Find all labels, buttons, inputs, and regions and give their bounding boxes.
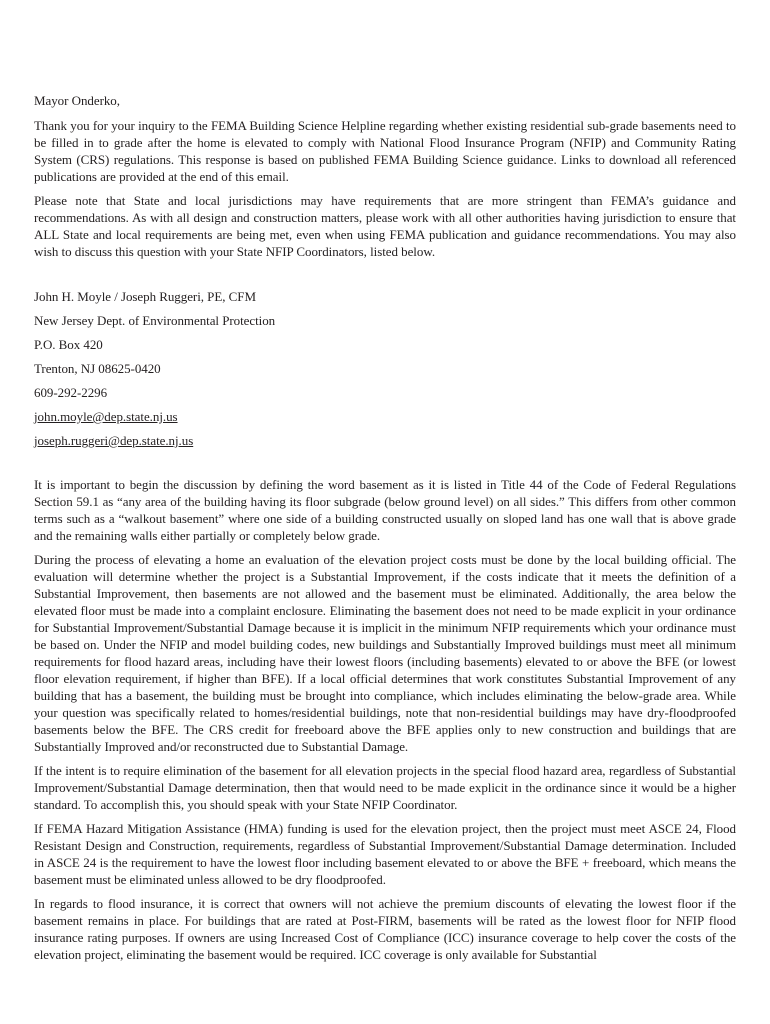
body-paragraph: It is important to begin the discussion by defining the word basement as it is listed in Title 44 of the Code of Federal Regulations Section 59.1 as “any area of the building having its floor subgrade (below ground level) on all sides.” This differs from other common terms such as a “walkout basement” where one side of a building constructed usually on sloped land has one wall that is above grade and the remaining walls either partially or completely below grade. xyxy=(34,477,736,543)
contact-email-link[interactable]: john.moyle@dep.state.nj.us xyxy=(34,409,178,424)
contact-names: John H. Moyle / Joseph Ruggeri, PE, CFM xyxy=(34,289,256,304)
body-paragraph: During the process of elevating a home an evaluation of the elevation project costs must be done by the local building official. The evaluation will determine whether the project is a Substantial Improvement, if the costs indicate that it meets the definition of a Substantial Improvement, then basements are not allowed and the basement must be eliminated. Additionally, the area below the elevated floor must be made into a complaint enclosure. Eliminating the basement does not need to be made explicit in your ordinance for Substantial Improvement/Substantial Damage because it is implicit in the minimum NFIP requirements which your ordinance must be based on. Under the NFIP and model building codes, new buildings and Substantially Improved buildings must meet all minimum requirements for flood hazard areas, including have their lowest floors (including basements) elevated to or above the BFE (or lowest floor elevation requirement, if higher than BFE). If a local official determines that work constitutes Substantial Improvement of any building that has a basement, the building must be brought into compliance, which includes eliminating the below-grade area. While your question was specifically related to homes/residential buildings, note that non-residential buildings may have dry-floodproofed basements below the BFE. The CRS credit for freeboard above the BFE applies only to new construction and buildings that are Substantially Improved and/or reconstructed due to Substantial Damage. xyxy=(34,552,736,754)
contact-email-link[interactable]: joseph.ruggeri@dep.state.nj.us xyxy=(34,433,194,448)
contact-organization: New Jersey Dept. of Environmental Protection xyxy=(34,313,276,328)
body-paragraph: If the intent is to require elimination of the basement for all elevation projects in the special flood hazard area, regardless of Substantial Improvement/Substantial Damage determination, then that would need to be made explicit in the ordinance since it would be a higher standard. To accomplish this, you should speak with your State NFIP Coordinator. xyxy=(34,763,736,812)
body-paragraph: In regards to flood insurance, it is correct that owners will not achieve the premium discounts of elevating the lowest floor if the basement remains in place. For buildings that are rated at Post-FIRM, basements will be rated as the lowest floor for NFIP flood insurance rating purposes. If owners are using Increased Cost of Compliance (ICC) insurance coverage to help cover the costs of the elevation project, eliminating the basement would be required. ICC coverage is only available for Substantial xyxy=(34,896,736,962)
contact-city-state-zip: Trenton, NJ 08625-0420 xyxy=(34,361,161,376)
contact-po-box: P.O. Box 420 xyxy=(34,337,103,352)
contact-phone: 609-292-2296 xyxy=(34,385,108,400)
salutation: Mayor Onderko, xyxy=(34,93,120,108)
email-document xyxy=(34,92,736,970)
intro-paragraph: Please note that State and local jurisdictions may have requirements that are more stringent than FEMA’s guidance and recommendations. As with all design and construction matters, please work with all other authorities having jurisdiction to ensure that ALL State and local requirements are being met, even when using FEMA publication and guidance recommendations. You may also wish to discuss this question with your State NFIP Coordinators, listed below. xyxy=(34,193,736,259)
body-paragraph: If FEMA Hazard Mitigation Assistance (HMA) funding is used for the elevation project, then the project must meet ASCE 24, Flood Resistant Design and Construction, requirements, regardless of Substantial Improvement/Substantial Damage determination. Included in ASCE 24 is the requirement to have the lowest floor including basement elevated to or above the BFE + freeboard, which means the basement must be eliminated unless allowed to be dry floodproofed. xyxy=(34,821,736,887)
contact-block xyxy=(34,288,736,449)
intro-paragraph: Thank you for your inquiry to the FEMA Building Science Helpline regarding whether existing residential sub-grade basements need to be filled in to grade after the home is elevated to comply with National Flood Insurance Program (NFIP) and Community Rating System (CRS) regulations. This response is based on published FEMA Building Science guidance. Links to download all referenced publications are provided at the end of this email. xyxy=(34,118,736,184)
